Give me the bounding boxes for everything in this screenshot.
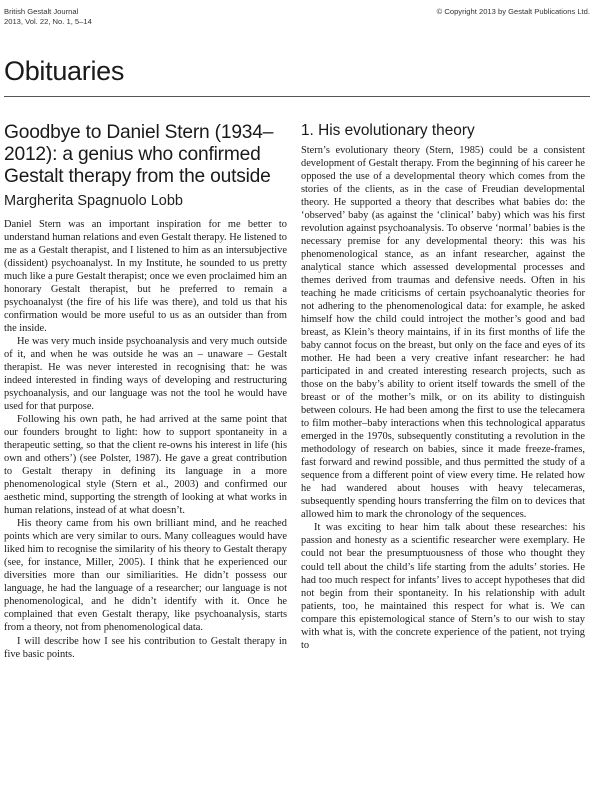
section-divider <box>4 96 590 97</box>
journal-citation <box>4 7 92 27</box>
issue-info: 2013, Vol. 22, No. 1, 5–14 <box>4 17 92 26</box>
body-paragraph: Stern’s evolutionary theory (Stern, 1985) could be a consistent development of Gestalt therapy. From the beginning of his career he opposed the use of a developmental theory which comes from the stories of the clients, as in the case of Freudian developmental theory. He supported a theory that describes what babies do: the ‘observed’ baby (as against the ‘clinical’ baby) which was his first revolution against psychoanalysis. To observe ‘normal’ babies is the necessary premise for any developmental theory: this was his phenomenological stance, as an infant researcher, against the analytical stance which assessed developmental processes and themes derived from traumas and defensive needs. Often in his teaching he made criticisms of certain psychoanalytic theories for not adhering to the phenomenological data: for example, he asked himself how the child could introject the mother’s good and bad breast, as Klein’s theory maintains, if in its first months of life the baby cannot focus on the breast, but only on the face and eyes of its mother. He had been a very creative infant researcher: he had participated in and created interesting research projects, such as those on the baby’s ability to orient itself towards the smell of the breast or of the mother’s milk, or on its ability to distinguish between colours. He had been among the first to use the telecamera to film mother–baby interactions when this technological apparatus emerged in the 1970s, subsequently constituting a revolution in the methodology of research on babies, since it made freeze-frames, fast forward and rewind possible, and thus permitted the study of a sequence from a different point of view every time. He related how he had wandered about houses with heavy telecameras, subsequently spending hours transferring the film on to devices that allowed him to mark the chronology of the sequences. <box>301 145 585 521</box>
journal-name: British Gestalt Journal <box>4 7 79 16</box>
article-title: Goodbye to Daniel Stern (1934–2012): a genius who confirmed Gestalt therapy from the outside <box>4 122 274 187</box>
body-paragraph: Daniel Stern was an important inspiration for me better to understand human relations and even Gestalt therapy. He listened to me as a Gestalt therapist, and I listened to him as an intersubjective (dissident) psychoanalyst. In my Institute, he sounded to us pretty much like a pure Gestalt therapist; once we even proclaimed him an honorary Gestalt therapist, but he preferred to remain a psychoanalyst (the fire of his life was there), and told us that his confirmation would be more useful to us as an outsider than from the inside. <box>4 219 287 335</box>
body-paragraph: I will describe how I see his contribution to Gestalt therapy in five basic points. <box>4 635 287 660</box>
body-paragraph: His theory came from his own brilliant mind, and he reached points which are very similar to ours. Many colleagues would have liked him to recognise the similarity of his theory to Gestalt therapy (see, for instance, Miller, 2005). I think that he experienced our diversities more than our similiarities. He didn’t possess our language, he had the language of a researcher; our language is not phenomenological, and he didn’t identify with it. Once he complained that even Gestalt therapy, like psychoanalysis, starts from a theory, not from phenomenological data. <box>4 518 287 634</box>
body-paragraph: It was exciting to hear him talk about these researches: his passion and honesty as a scientific researcher were exemplary. He could not bear the presumptuousness of those who thought they could tell about the child’s life starting from the adults’ stories. He had too much respect for infants’ lives to accept hypotheses that did not begin from their spontaneity. In his relationship with adult patients, too, he maintained this respect for what is. We can compare this epistemological stance of Stern’s to our wish to stay with what is, with the concrete experience of the patient, not trying to <box>301 522 585 651</box>
body-paragraph: He was very much inside psychoanalysis and very much outside of it, and when he was outside he was an – unaware – Gestalt therapist. He was never interested in recognising that: he was indeed interested in finding ways of developing and restructuring psychoanalysis, and our language was not the tool he would have used for that purpose. <box>4 336 287 413</box>
article-author: Margherita Spagnuolo Lobb <box>4 193 183 209</box>
section-title: Obituaries <box>4 56 125 86</box>
section-heading: 1. His evolutionary theory <box>301 122 475 139</box>
right-column <box>301 122 585 652</box>
left-column <box>4 122 287 661</box>
body-paragraph: Following his own path, he had arrived at the same point that our founders brought to light: how to support spontaneity in a therapeutic setting, so that the client re-owns his interest in life (his own and others’) (see Polster, 1987). He gave a great contribution to Gestalt therapy in defining its language in a more phenomenological style (Stern et al., 2003) and confirmed our aesthetic mind, supporting the strength of looking at what works in human relations, instead of at what doesn’t. <box>4 414 287 517</box>
copyright-notice: © Copyright 2013 by Gestalt Publications Ltd. <box>436 7 590 16</box>
